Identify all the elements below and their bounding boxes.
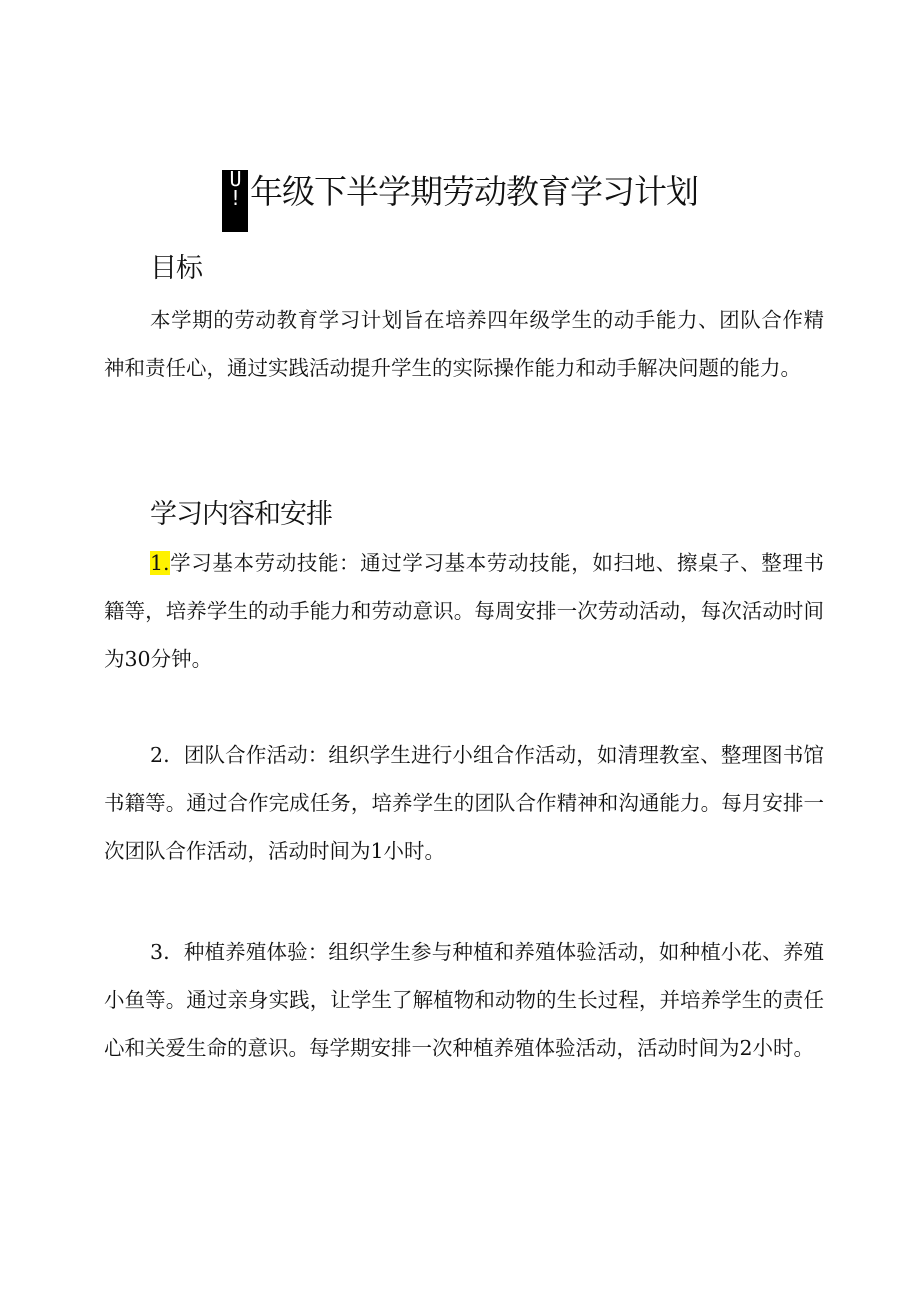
item-3-paragraph: 3．种植养殖体验：组织学生参与种植和养殖体验活动，如种植小花、养殖小鱼等。通过亲身实践，让学生了解植物和动物的生长过程，并培养学生的责任心和关爱生命的意识。每学期安排一次种植养殖体验活动，活动时间为2小时。 [104,940,824,1060]
item-2-paragraph: 2．团队合作活动：组织学生进行小组合作活动，如清理教室、整理图书馆书籍等。通过合作完成任务，培养学生的团队合作精神和沟通能力。每月安排一次团队合作活动，活动时间为1小时。 [104,743,824,863]
title-mark-top: U [229,167,241,191]
title-mark-bottom: ! [229,186,241,210]
content-heading: 学习内容和安排 [150,499,332,530]
document-title [0,167,920,234]
item-1-text: 学习基本劳动技能：通过学习基本劳动技能，如扫地、擦桌子、整理书籍等，培养学生的动手能力和劳动意识。每周安排一次劳动活动，每次活动时间为30分钟。 [104,551,824,671]
goal-paragraph: 本学期的劳动教育学习计划旨在培养四年级学生的动手能力、团队合作精神和责任心，通过实践活动提升学生的实际操作能力和动手解决问题的能力。 [104,308,824,380]
title-text: 年级下半学期劳动教育学习计划 [250,172,698,211]
item-1-number: 1. [150,551,170,575]
goal-heading: 目标 [150,253,202,284]
title-redaction-mark [222,167,248,232]
item-1-paragraph [104,539,824,683]
